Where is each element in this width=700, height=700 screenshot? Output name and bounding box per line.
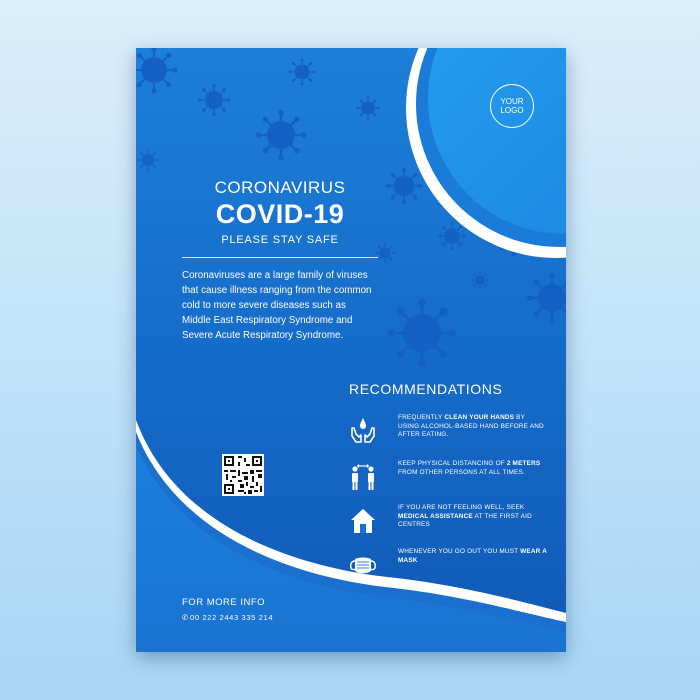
rec-text-pre: FREQUENTLY [398,414,445,421]
virus-icon [137,149,159,171]
divider [182,257,378,258]
description: Coronaviruses are a large family of viruses that cause illness ranging from the common cold to more severe diseases such as Middle East Respiratory Syndrome and Severe Acute Respiratory Syndrome. [182,270,372,341]
virus-icon [289,59,316,86]
rec-text-pre: IF YOU ARE NOT FEELING WELL, SEEK [398,504,525,511]
rec-text-bold: MEDICAL ASSISTANCE [398,512,473,520]
distancing-icon [348,462,378,492]
covid-poster [136,48,566,652]
rec-text-post: AT THE FIRST AID CENTRES [398,512,532,529]
recommendation-item [348,548,558,582]
virus-icon [388,299,456,367]
recommendation-text [398,414,548,440]
rec-text-bold: 2 METERS [506,460,541,467]
recommendations-title: RECOMMENDATIONS [349,381,503,397]
recommendation-item [348,504,558,538]
rec-text-pre: WHENEVER YOU GO OUT YOU MUST [398,548,521,555]
header-tagline: PLEASE STAY SAFE [221,234,339,246]
recommendation-text [398,504,548,530]
virus-icon [439,223,466,250]
qr-code-icon [222,454,264,496]
phone-number[interactable] [182,613,273,622]
virus-icon [527,273,566,323]
mask-icon [348,550,378,580]
rec-text-post: BY USING ALCOHOL-BASED HAND BEFORE AND AFTER EATING. [398,414,544,439]
house-icon [348,506,378,536]
qr-code[interactable] [222,454,264,496]
header-title: COVID-19 [215,199,345,229]
more-info-label: FOR MORE INFO [182,597,266,608]
virus-icon [256,110,306,160]
logo-text: YOUR LOGO [500,97,524,115]
recommendation-text [398,460,548,477]
virus-icon [136,48,177,93]
virus-icon [375,243,395,263]
virus-icon [198,84,230,116]
rec-text-post: FROM OTHER PERSONS AT ALL TIMES. [398,468,525,476]
rec-text-bold: WEAR A MASK [398,548,547,564]
rec-text-pre: KEEP PHYSICAL DISTANCING OF [398,460,507,467]
phone-text: 00 222 2443 335 214 [190,613,274,622]
header-line1: CORONAVIRUS [214,178,346,197]
rec-text-bold: CLEAN YOUR HANDS [444,414,515,421]
recommendation-item [348,414,558,448]
your-logo [490,84,534,128]
phone-icon: ✆ [182,613,189,622]
recommendation-item [348,460,558,494]
recommendation-text [398,548,548,565]
virus-icon [471,271,489,289]
virus-icon [356,96,379,119]
hands-wash-icon [348,416,378,446]
poster-header [160,178,400,246]
